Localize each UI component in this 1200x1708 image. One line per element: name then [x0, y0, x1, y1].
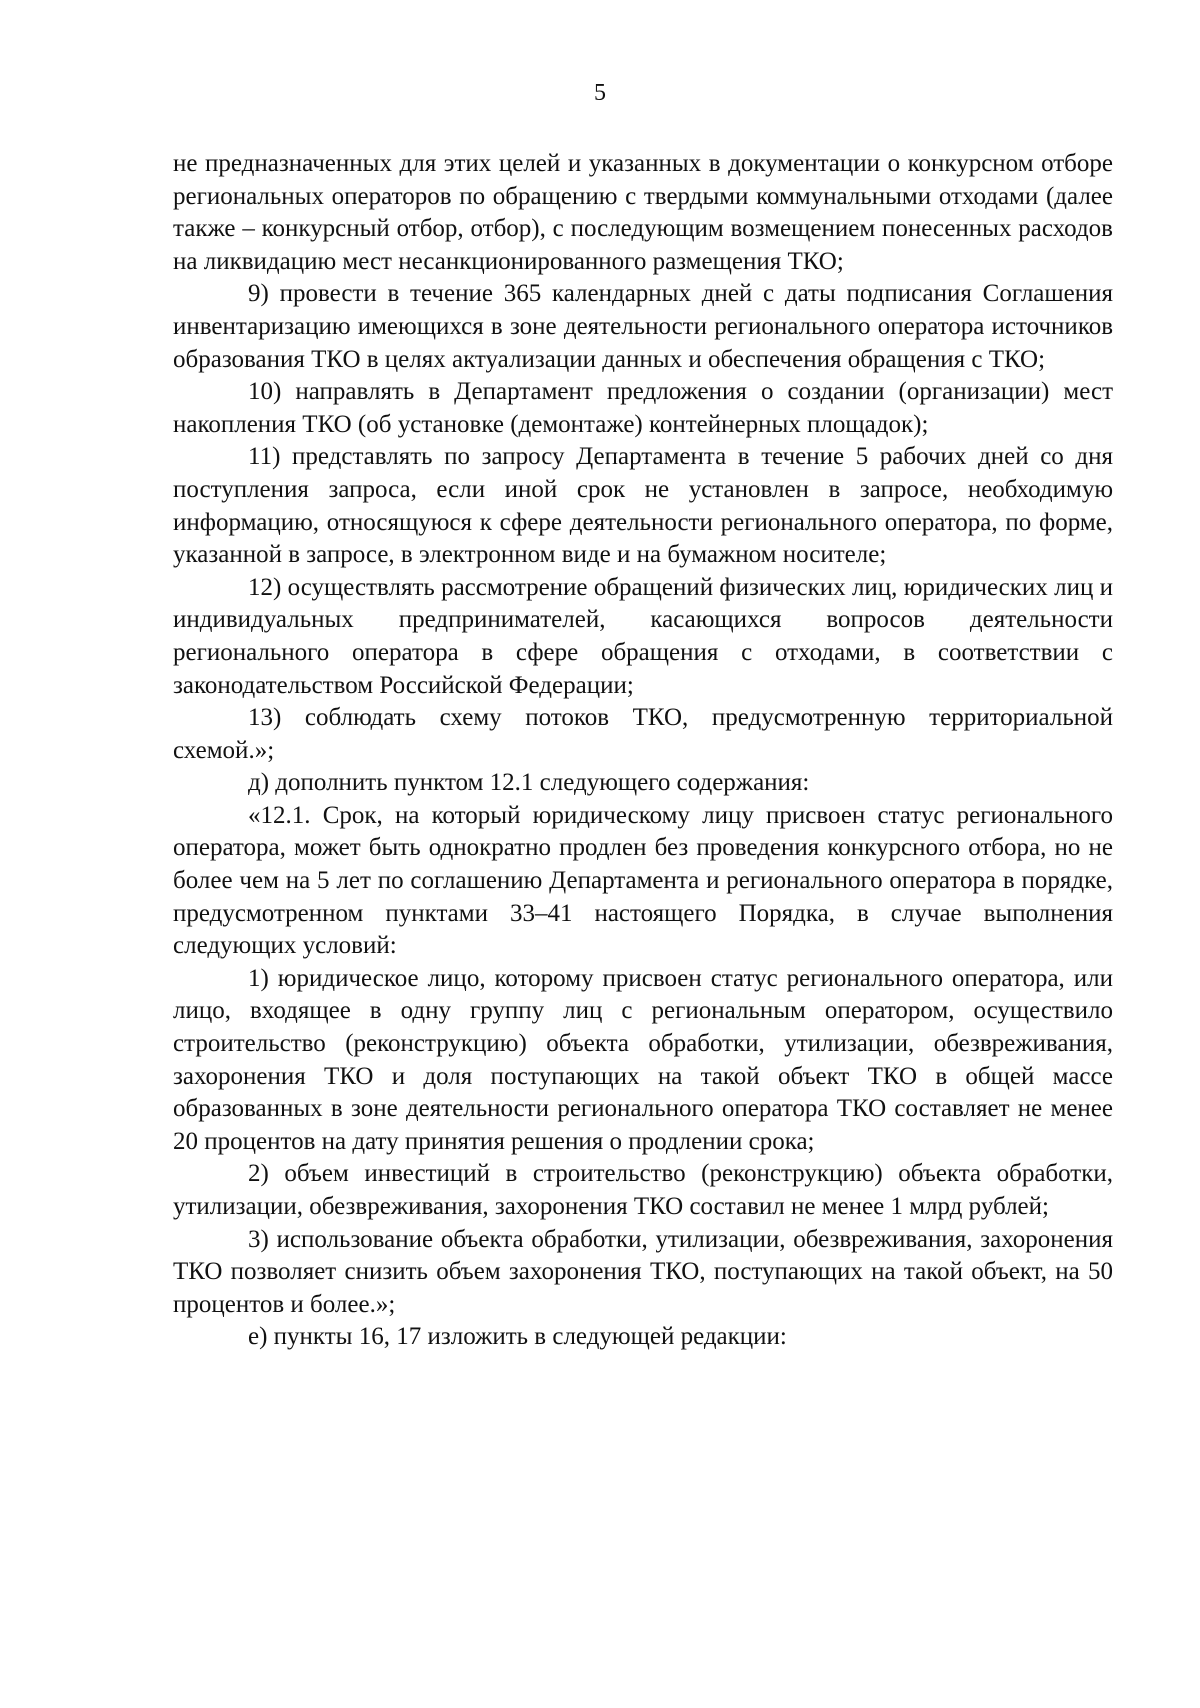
- paragraph-amendment-d: д) дополнить пунктом 12.1 следующего содержания:: [248, 769, 810, 797]
- paragraph: не предназначенных для этих целей и указанных в документации о конкурсном отборе региональных операторов по обращению с твердыми коммунальными отходами (далее также – конкурсный отбор, отбор), с последующим возмещением понесенных расходов на ликвидацию мест несанкционированного размещения ТКО;: [173, 150, 1113, 275]
- paragraph-condition-2: 2) объем инвестиций в строительство (реконструкцию) объекта обработки, утилизации, обезвреживания, захоронения ТКО составил не менее 1 млрд рублей;: [173, 1160, 1113, 1220]
- paragraph-item-9: 9) провести в течение 365 календарных дней с даты подписания Соглашения инвентаризацию имеющихся в зоне деятельности регионального оператора источников образования ТКО в целях актуализации данных и обеспечения обращения с ТКО;: [173, 280, 1113, 373]
- paragraph-clause-12-1: «12.1. Срок, на который юридическому лицу присвоен статус регионального оператора, может быть однократно продлен без проведения конкурсного отбора, но не более чем на 5 лет по соглашению Департамента и регионального оператора в порядке, предусмотренном пунктами 33–41 настоящего Порядка, в случае выполнения следующих условий:: [173, 801, 1113, 960]
- page-number: 5: [594, 80, 606, 106]
- paragraph-condition-1: 1) юридическое лицо, которому присвоен статус регионального оператора, или лицо, входящее в одну группу лиц с региональным оператором, осуществило строительство (реконструкцию) объекта обработки, утилизации, обезвреживания, захоронения ТКО и доля поступающих на такой объект ТКО в общей массе образованных в зоне деятельности регионального оператора ТКО составляет не менее 20 процентов на дату принятия решения о продлении срока;: [173, 964, 1113, 1155]
- paragraph-item-11: 11) представлять по запросу Департамента в течение 5 рабочих дней со дня поступления запроса, если иной срок не установлен в запросе, необходимую информацию, относящуюся к сфере деятельности регионального оператора, по форме, указанной в запросе, в электронном виде и на бумажном носителе;: [173, 443, 1113, 569]
- paragraph-item-13: 13) соблюдать схему потоков ТКО, предусмотренную территориальной схемой.»;: [173, 704, 1113, 764]
- document-body: [173, 148, 1113, 1354]
- paragraph-item-12: 12) осуществлять рассмотрение обращений физических лиц, юридических лиц и индивидуальных предпринимателей, касающихся вопросов деятельности регионального оператора в сфере обращения с отходами, в соответствии с законодательством Российской Федерации;: [173, 573, 1113, 699]
- paragraph-item-10: 10) направлять в Департамент предложения о создании (организации) мест накопления ТКО (об установке (демонтаже) контейнерных площадок);: [173, 378, 1113, 438]
- paragraph-amendment-e: е) пункты 16, 17 изложить в следующей редакции:: [248, 1323, 787, 1351]
- paragraph-condition-3: 3) использование объекта обработки, утилизации, обезвреживания, захоронения ТКО позволяет снизить объем захоронения ТКО, поступающих на такой объект, на 50 процентов и более.»;: [173, 1225, 1113, 1318]
